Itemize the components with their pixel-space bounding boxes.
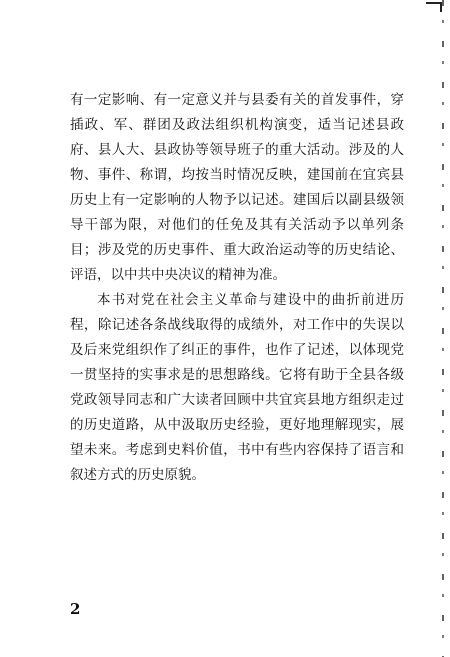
page-number: 2	[70, 600, 81, 618]
scan-edge-border	[442, 0, 444, 657]
paragraph-continued: 有一定影响、有一定意义并与县委有关的首发事件，穿插政、军、群团及政法组织机构演变，适当记述县政府、县人大、县政协等领导班子的重大活动。涉及的人物、事件、称谓，均按当时情况反映，建国前在宜宾县历史上有一定影响的人物予以记述。建国后以副县级领导干部为限，对他们的任免及其有关活动予以单列条目；涉及党的历史事件、重大政治运动等的历史结论、评语，以中共中央决议的精神为准。	[70, 92, 404, 283]
scan-edge-mark	[426, 2, 442, 12]
body-text	[70, 88, 404, 488]
paragraph: 本书对党在社会主义革命与建设中的曲折前进历程，除记述各条战线取得的成绩外，对工作中的失误以及后来党组织作了纠正的事件，也作了记述，以体现党一贯坚持的实事求是的思想路线。它将有助于全县各级党政领导同志和广大读者回顾中共宜宾县地方组织走过的历史道路，从中汲取历史经验，更好地理解现实，展望未来。考虑到史料价值，书中有些内容保持了语言和叙述方式的历史原貌。	[70, 292, 404, 483]
